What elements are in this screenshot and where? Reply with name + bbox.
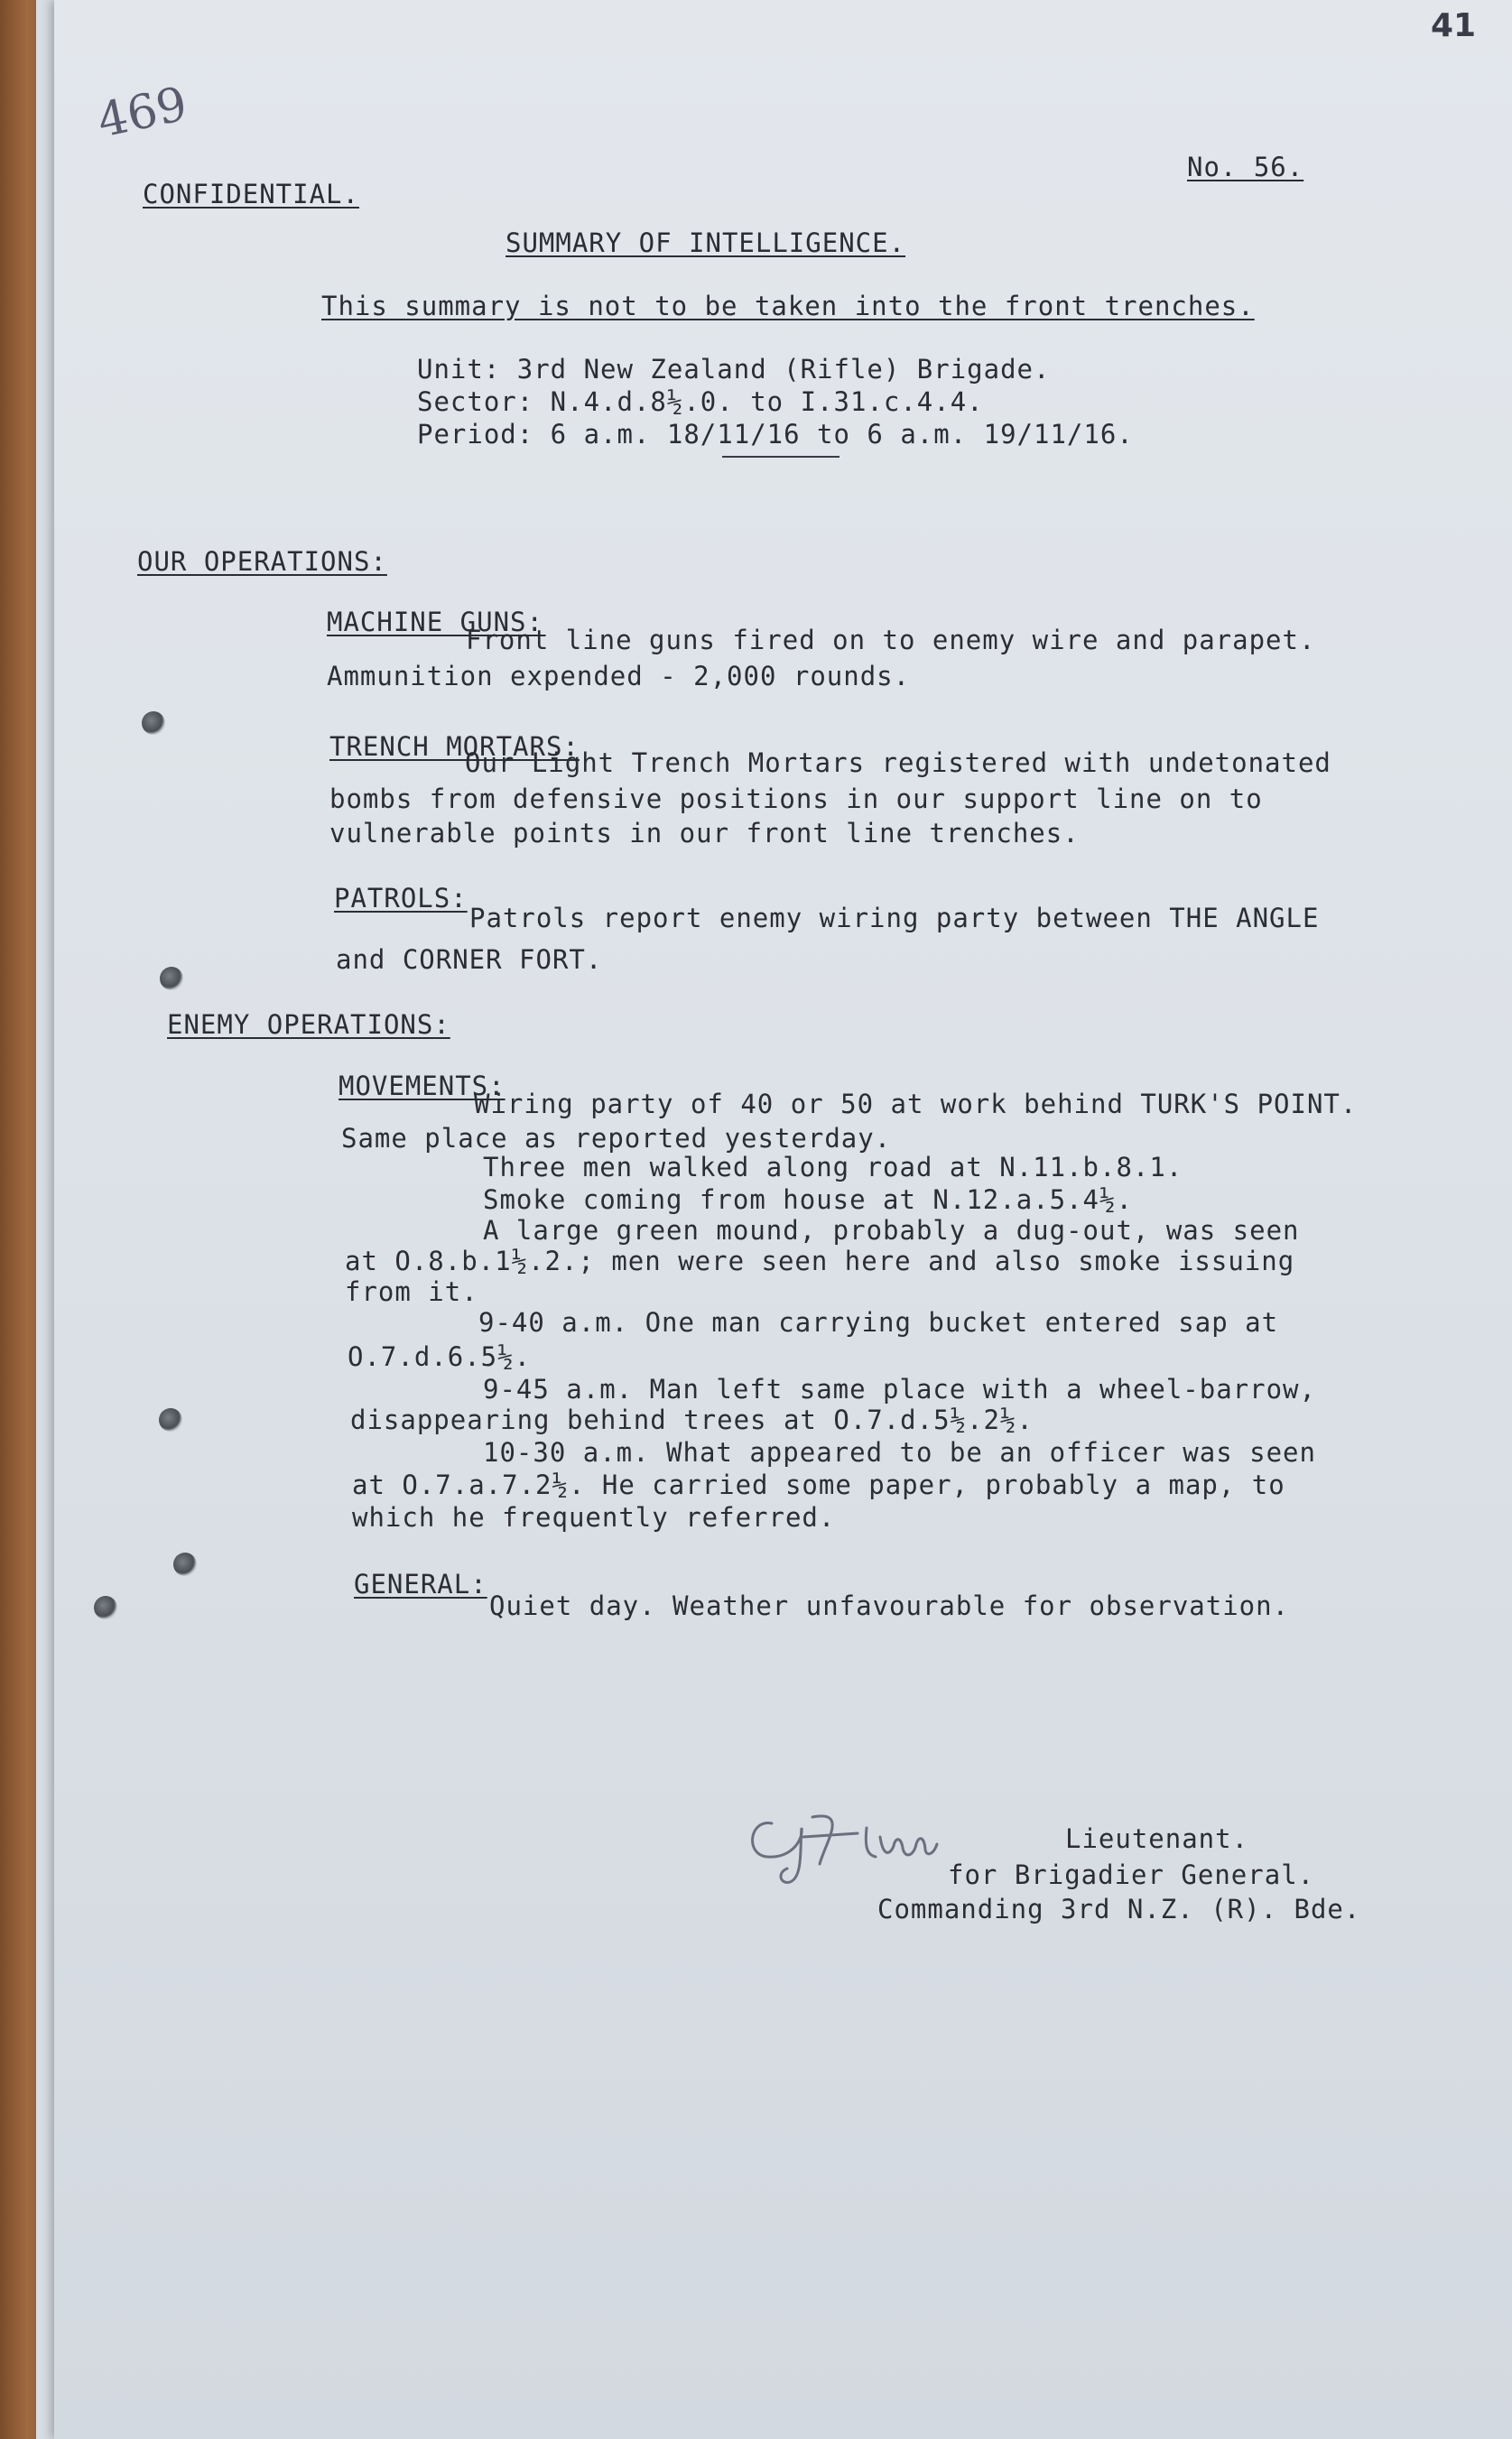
movements-line-11: disappearing behind trees at O.7.d.5½.2½. <box>350 1405 1034 1435</box>
classification-label: CONFIDENTIAL. <box>143 179 359 209</box>
general-heading: GENERAL: <box>354 1569 487 1600</box>
document-number: No. 56. <box>1187 152 1304 182</box>
unit-line: Unit: 3rd New Zealand (Rifle) Brigade. <box>417 354 1051 385</box>
movements-line-8: 9-40 a.m. One man carrying bucket entered sap at <box>478 1307 1279 1338</box>
signature-for: for Brigadier General. <box>948 1859 1315 1890</box>
machine-guns-heading: MACHINE GUNS: <box>327 607 543 637</box>
movements-line-5: A large green mound, probably a dug-out, was seen <box>483 1215 1300 1246</box>
movements-line-3: Three men walked along road at N.11.b.8.1. <box>483 1152 1183 1182</box>
our-operations-heading: OUR OPERATIONS: <box>137 546 387 577</box>
patrols-line-2: and CORNER FORT. <box>336 944 603 975</box>
movements-line-12: 10-30 a.m. What appeared to be an officer was seen <box>483 1437 1316 1468</box>
header-divider <box>722 456 839 458</box>
general-line: Quiet day. Weather unfavourable for observation. <box>489 1590 1290 1621</box>
warning-line: This summary is not to be taken into the front trenches. <box>321 291 1255 321</box>
document-page <box>54 0 1512 2439</box>
movements-line-10: 9-45 a.m. Man left same place with a wheel-barrow, <box>483 1374 1316 1405</box>
punch-hole <box>94 1596 117 1619</box>
movements-line-7: from it. <box>345 1276 478 1307</box>
movements-line-4: Smoke coming from house at N.12.a.5.4½. <box>483 1184 1133 1215</box>
signature-rank: Lieutenant. <box>1065 1823 1249 1854</box>
enemy-operations-heading: ENEMY OPERATIONS: <box>167 1009 450 1040</box>
trench-mortars-heading: TRENCH MORTARS: <box>329 731 580 762</box>
movements-line-6: at O.8.b.1½.2.; men were seen here and also smoke issuing <box>345 1246 1295 1276</box>
movements-line-2: Same place as reported yesterday. <box>341 1123 892 1154</box>
punch-hole <box>160 967 183 990</box>
movements-heading: MOVEMENTS: <box>339 1071 506 1101</box>
movements-line-9: O.7.d.6.5½. <box>348 1341 532 1372</box>
trench-mortars-line-3: vulnerable points in our front line trenches. <box>329 818 1080 849</box>
sector-line: Sector: N.4.d.8½.0. to I.31.c.4.4. <box>417 386 984 417</box>
punch-hole <box>173 1553 197 1576</box>
machine-guns-line-1: Front line guns fired on to enemy wire and parapet. <box>466 625 1316 655</box>
punch-hole <box>159 1408 182 1432</box>
trench-mortars-line-2: bombs from defensive positions in our support line on to <box>329 784 1263 814</box>
signature-commanding: Commanding 3rd N.Z. (R). Bde. <box>877 1894 1361 1924</box>
page-number: 41 <box>1431 7 1477 44</box>
folio-number: 469 <box>92 77 192 149</box>
patrols-line-1: Patrols report enemy wiring party between THE ANGLE <box>469 903 1320 933</box>
movements-line-14: which he frequently referred. <box>352 1502 836 1533</box>
trench-mortars-line-1: Our Light Trench Mortars registered with undetonated <box>465 747 1331 778</box>
punch-hole <box>142 711 165 735</box>
movements-line-13: at O.7.a.7.2½. He carried some paper, probably a map, to <box>352 1470 1285 1500</box>
machine-guns-line-2: Ammunition expended - 2,000 rounds. <box>327 661 911 691</box>
patrols-heading: PATROLS: <box>334 883 468 913</box>
period-line: Period: 6 a.m. 18/11/16 to 6 a.m. 19/11/16. <box>417 419 1134 450</box>
movements-line-1: Wiring party of 40 or 50 at work behind TURK'S POINT. <box>474 1089 1358 1119</box>
document-title: SUMMARY OF INTELLIGENCE. <box>506 227 906 258</box>
